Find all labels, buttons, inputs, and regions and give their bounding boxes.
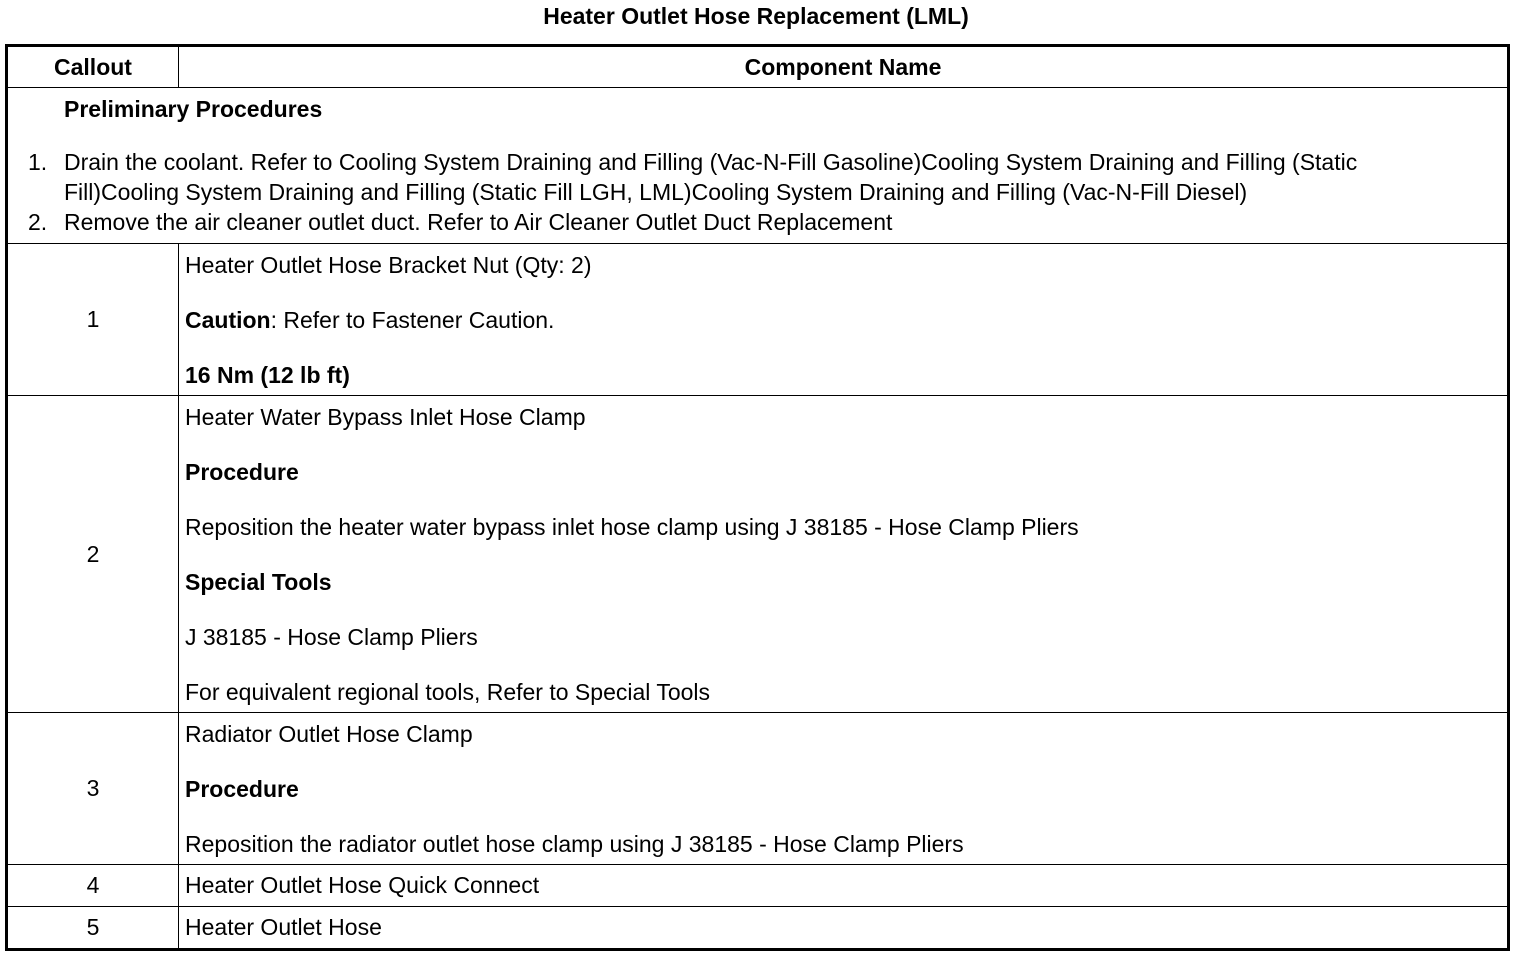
component-cell — [179, 865, 1509, 907]
table-row — [7, 865, 1509, 907]
procedure-label: Procedure — [185, 776, 299, 802]
procedure-label: Procedure — [185, 459, 299, 485]
table-header-row — [7, 46, 1509, 88]
components-table — [5, 44, 1510, 951]
callout-cell: 1 — [7, 244, 179, 396]
special-tools-label: Special Tools — [185, 569, 332, 595]
preliminary-step-1 — [8, 147, 1507, 207]
callout-header: Callout — [7, 46, 179, 88]
caution-line — [185, 307, 1507, 334]
caution-label: Caution — [185, 307, 271, 333]
preliminary-row — [7, 88, 1509, 244]
callout-cell: 3 — [7, 713, 179, 865]
special-tools-note: For equivalent regional tools, Refer to Special Tools — [185, 679, 711, 705]
component-name-header: Component Name — [179, 46, 1509, 88]
component-name: Heater Outlet Hose Quick Connect — [185, 872, 540, 898]
preliminary-procedures — [7, 88, 1509, 244]
component-cell — [179, 713, 1509, 865]
table-row — [7, 713, 1509, 865]
preliminary-heading: Preliminary Procedures — [64, 96, 323, 122]
step-number: 2. — [28, 209, 48, 235]
procedure-text: Reposition the heater water bypass inlet hose clamp using J 38185 - Hose Clamp Pliers — [185, 514, 1079, 540]
page-title: Heater Outlet Hose Replacement (LML) — [543, 3, 969, 29]
table-row — [7, 907, 1509, 950]
callout-cell: 5 — [7, 907, 179, 950]
step-text-line: Fill)Cooling System Draining and Filling (Static Fill LGH, LML)Cooling System Draining and Filling (Vac-N-Fill Diesel) — [64, 179, 1248, 205]
component-name: Heater Water Bypass Inlet Hose Clamp — [185, 404, 586, 430]
component-name: Radiator Outlet Hose Clamp — [185, 721, 473, 747]
procedure-text: Reposition the radiator outlet hose clamp using J 38185 - Hose Clamp Pliers — [185, 831, 964, 857]
component-cell — [179, 907, 1509, 950]
table-row — [7, 396, 1509, 713]
callout-cell: 2 — [7, 396, 179, 713]
component-name: Heater Outlet Hose — [185, 914, 382, 940]
component-cell — [179, 396, 1509, 713]
step-text-line: Remove the air cleaner outlet duct. Refer to Air Cleaner Outlet Duct Replacement — [64, 209, 893, 235]
preliminary-step-2 — [8, 207, 1507, 237]
special-tool: J 38185 - Hose Clamp Pliers — [185, 624, 478, 650]
callout-cell: 4 — [7, 865, 179, 907]
component-cell — [179, 244, 1509, 396]
step-number: 1. — [28, 149, 48, 175]
step-text-line: Drain the coolant. Refer to Cooling System Draining and Filling (Vac-N-Fill Gasoline)Cooling System Draining and Filling (Static — [64, 149, 1358, 175]
torque-spec: 16 Nm (12 lb ft) — [185, 362, 350, 388]
table-row — [7, 244, 1509, 396]
component-name: Heater Outlet Hose Bracket Nut (Qty: 2) — [185, 252, 592, 278]
preliminary-steps — [8, 147, 1507, 237]
caution-text: : Refer to Fastener Caution. — [270, 307, 555, 333]
